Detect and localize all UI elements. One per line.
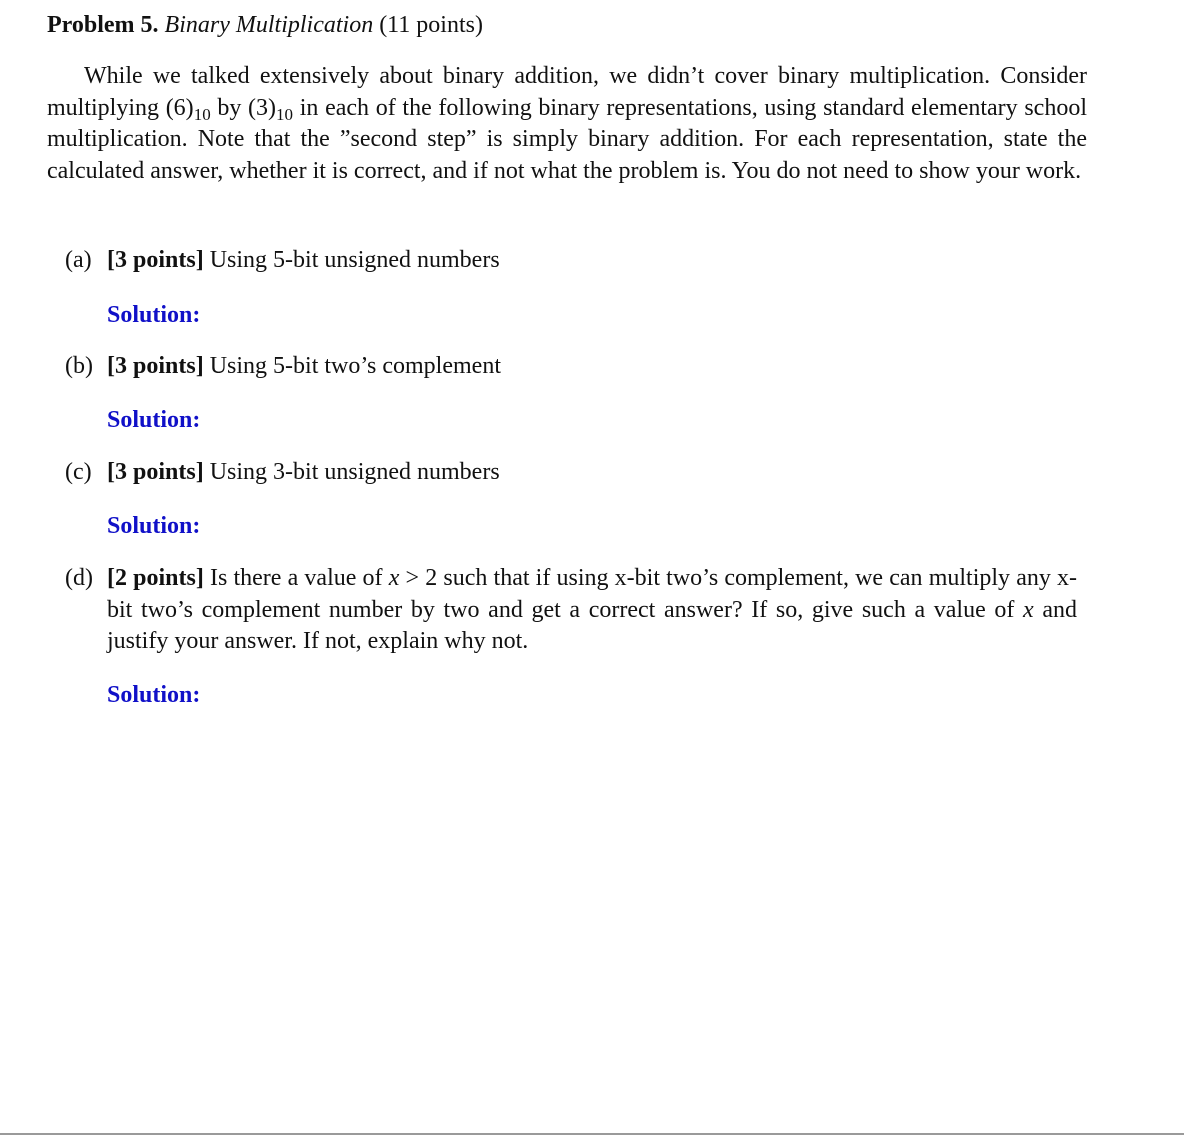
- part-a-letter: (a): [65, 247, 92, 273]
- intro-text-2: by (3): [210, 94, 277, 121]
- problem-intro: [47, 61, 1087, 187]
- intro-text-3: in each of the following binary representations, using standard elementary school multiplication. Note that the ”second step” is simply binary addition. For each representation, state the calculated answer, whether it is correct, and if not what the problem is. You do not need to show your work.: [47, 94, 1088, 184]
- intro-subscript-2: 10: [276, 104, 294, 124]
- part-a-solution-label: Solution:: [107, 302, 201, 328]
- part-b-text: Using 5-bit two’s complement: [203, 353, 501, 379]
- part-d-variable-2: x: [1023, 596, 1034, 623]
- part-d-text-1: Is there a value of: [203, 565, 389, 591]
- problem-subtitle: Binary Multiplication: [164, 12, 374, 38]
- problem-label: Problem 5.: [47, 12, 159, 38]
- part-d-variable-1: x: [388, 565, 400, 591]
- problem-points: (11 points): [379, 12, 483, 38]
- part-b-solution-label: Solution:: [107, 407, 201, 433]
- part-c-letter: (c): [65, 459, 92, 485]
- part-d-points: [2 points]: [107, 565, 204, 591]
- part-c-points: [3 points]: [107, 459, 204, 485]
- intro-subscript-1: 10: [193, 104, 211, 124]
- part-c-solution-label: Solution:: [107, 513, 201, 539]
- part-c-prompt: [107, 457, 1077, 489]
- part-c-text: Using 3-bit unsigned numbers: [203, 459, 500, 485]
- problem-heading: [47, 10, 483, 40]
- intro-text-1: While we talked extensively about binary addition, we didn’t cover binary multiplication. Consider multiplying (6): [47, 63, 1087, 121]
- part-b-points: [3 points]: [107, 353, 204, 379]
- part-d-text-2: > 2 such that if using x-bit two’s complement, we can multiply any x-bit two’s complement number by two and get a correct answer? If so, give such a value of: [107, 565, 1078, 623]
- part-b-prompt: [107, 351, 1077, 383]
- part-d-solution-label: Solution:: [107, 682, 201, 708]
- part-a-prompt: [107, 245, 1077, 277]
- part-a-points: [3 points]: [107, 247, 204, 273]
- part-d-text-3: and justify your answer. If not, explain why not.: [107, 596, 1077, 655]
- part-a-text: Using 5-bit unsigned numbers: [203, 247, 500, 273]
- part-d-prompt: [107, 563, 1077, 658]
- part-b-letter: (b): [65, 353, 93, 379]
- part-d-letter: (d): [65, 565, 93, 591]
